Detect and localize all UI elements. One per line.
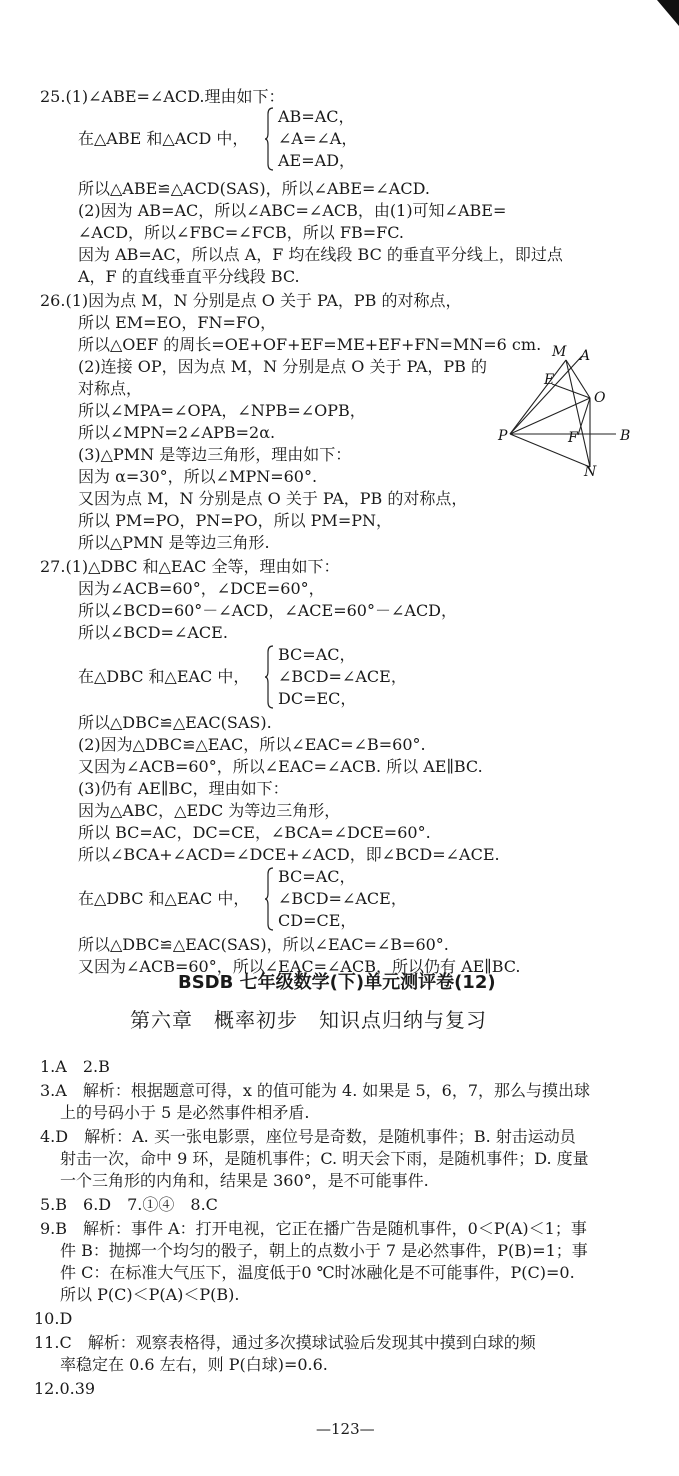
geometry-figure xyxy=(494,342,644,482)
text-line: 12.0.39 xyxy=(34,1379,96,1398)
text-line: 10.D xyxy=(34,1309,73,1328)
equation-system-lead: 在△DBC 和△EAC 中， xyxy=(78,667,250,686)
text-line: 所以 BC=AC，DC=CE，∠BCA=∠DCE=60°. xyxy=(78,823,431,842)
text-line: (2)因为△DBC≌△EAC，所以∠EAC=∠B=60°. xyxy=(78,735,426,754)
diagram-label-n: N xyxy=(584,464,597,480)
equation-row: ∠BCD=∠ACE， xyxy=(278,667,407,686)
text-line: 因为∠ACB=60°，∠DCE=60°， xyxy=(78,579,325,598)
equation-system-lead: 在△ABE 和△ACD 中， xyxy=(78,129,249,148)
diagram-label-a: A xyxy=(580,348,591,364)
text-line: 1.A 2.B xyxy=(40,1057,110,1076)
diagram-label-b: B xyxy=(620,428,631,444)
text-line: 件 B：抛掷一个均匀的骰子，朝上的点数小于 7 是必然事件，P(B)=1；事 xyxy=(60,1241,588,1260)
text-line: 5.B 6.D 7.①④ 8.C xyxy=(40,1195,218,1214)
diagram-label-e: E xyxy=(544,372,555,388)
text-line: 对称点， xyxy=(78,379,143,398)
equation-row: AE=AD， xyxy=(278,151,356,170)
chapter-title: 第六章 概率初步 知识点归纳与复习 xyxy=(130,1008,487,1032)
text-line: 所以△PMN 是等边三角形. xyxy=(78,533,270,552)
equation-row: ∠A=∠A， xyxy=(278,129,358,148)
text-line: ∠ACD，所以∠FBC=∠FCB，所以 FB=FC. xyxy=(78,223,404,242)
text-line: (2)连接 OP，因为点 M，N 分别是点 O 关于 PA，PB 的 xyxy=(78,357,488,376)
text-line: 11.C 解析：观察表格得，通过多次摸球试验后发现其中摸到白球的频 xyxy=(34,1333,536,1352)
equation-row: DC=EC， xyxy=(278,689,357,708)
equation-list xyxy=(278,866,407,932)
text-line: 26.(1)因为点 M，N 分别是点 O 关于 PA，PB 的对称点， xyxy=(40,291,462,310)
text-line: 又因为∠ACB=60°，所以∠EAC=∠ACB. 所以 AE∥BC. xyxy=(78,757,483,776)
text-line: 件 C：在标准大气压下，温度低于0 ℃时冰融化是不可能事件，P(C)=0. xyxy=(60,1263,575,1282)
equation-system-lead: 在△DBC 和△EAC 中， xyxy=(78,889,250,908)
text-line: 4.D 解析：A. 买一张电影票，座位号是奇数，是随机事件；B. 射击运动员 xyxy=(40,1127,576,1146)
text-line: 9.B 解析：事件 A：打开电视，它正在播广告是随机事件，0＜P(A)＜1；事 xyxy=(40,1219,587,1238)
text-line: 所以 P(C)＜P(A)＜P(B). xyxy=(60,1285,240,1304)
text-line: (3)仍有 AE∥BC，理由如下： xyxy=(78,779,289,798)
text-line: 所以 EM=EO，FN=FO， xyxy=(78,313,277,332)
page-number: —123— xyxy=(316,1420,375,1438)
text-line: 所以△DBC≌△EAC(SAS). xyxy=(78,713,272,732)
page-corner-mark xyxy=(649,0,679,30)
text-line: 所以 PM=PO，PN=PO，所以 PM=PN， xyxy=(78,511,392,530)
text-line: 所以∠BCD=∠ACE. xyxy=(78,623,228,642)
text-line: A，F 的直线垂直平分线段 BC. xyxy=(78,267,300,286)
text-line: 所以∠BCD=60°－∠ACD，∠ACE=60°－∠ACD， xyxy=(78,601,458,620)
equation-row: CD=CE， xyxy=(278,911,357,930)
text-line: 所以△OEF 的周长=OE+OF+EF=ME+EF+FN=MN=6 cm. xyxy=(78,335,542,354)
text-line: 又因为点 M，N 分别是点 O 关于 PA，PB 的对称点， xyxy=(78,489,468,508)
text-line: 所以∠MPN=2∠APB=2α. xyxy=(78,423,276,442)
text-line: 又因为∠ACB=60°，所以∠EAC=∠ACB，所以仍有 AE∥BC. xyxy=(78,957,521,976)
text-line: 因为 α=30°，所以∠MPN=60°. xyxy=(78,467,318,486)
equation-row: ∠BCD=∠ACE， xyxy=(278,889,407,908)
text-line: 因为△ABC，△EDC 为等边三角形， xyxy=(78,801,341,820)
text-line: 率稳定在 0.6 左右，则 P(白球)=0.6. xyxy=(60,1355,328,1374)
text-line: 所以△ABE≌△ACD(SAS)，所以∠ABE=∠ACD. xyxy=(78,179,430,198)
curly-brace-icon xyxy=(264,644,274,710)
text-line: 3.A 解析：根据题意可得，x 的值可能为 4. 如果是 5，6，7，那么与摸出球 xyxy=(40,1081,590,1100)
curly-brace-icon xyxy=(264,866,274,932)
text-line: 射击一次，命中 9 环，是随机事件；C. 明天会下雨，是随机事件；D. 度量 xyxy=(60,1149,589,1168)
equation-row: BC=AC， xyxy=(278,867,356,886)
text-line: 所以△DBC≌△EAC(SAS)，所以∠EAC=∠B=60°. xyxy=(78,935,449,954)
curly-brace-icon xyxy=(264,106,274,172)
equation-row: AB=AC， xyxy=(278,107,355,126)
text-line: 27.(1)△DBC 和△EAC 全等，理由如下： xyxy=(40,557,340,576)
text-line: 因为 AB=AC，所以点 A，F 均在线段 BC 的垂直平分线上，即过点 xyxy=(78,245,563,264)
equation-list xyxy=(278,644,407,710)
section-title: BSDB 七年级数学(下)单元测评卷(12) xyxy=(178,972,496,993)
text-line: 所以∠BCA+∠ACD=∠DCE+∠ACD，即∠BCD=∠ACE. xyxy=(78,845,500,864)
text-line: 一个三角形的内角和，结果是 360°，是不可能事件. xyxy=(60,1171,429,1190)
text-line: (2)因为 AB=AC，所以∠ABC=∠ACB，由(1)可知∠ABE= xyxy=(78,201,507,220)
diagram-label-f: F xyxy=(568,430,578,446)
equation-row: BC=AC， xyxy=(278,645,356,664)
text-line: (3)△PMN 是等边三角形，理由如下： xyxy=(78,445,352,464)
text-line: 所以∠MPA=∠OPA，∠NPB=∠OPB， xyxy=(78,401,366,420)
diagram-label-m: M xyxy=(552,344,567,360)
equation-list xyxy=(278,106,357,172)
diagram-label-p: P xyxy=(498,428,508,444)
text-line: 25.(1)∠ABE=∠ACD.理由如下： xyxy=(40,87,285,106)
text-line: 上的号码小于 5 是必然事件相矛盾. xyxy=(60,1103,310,1122)
diagram-label-o: O xyxy=(594,390,606,406)
